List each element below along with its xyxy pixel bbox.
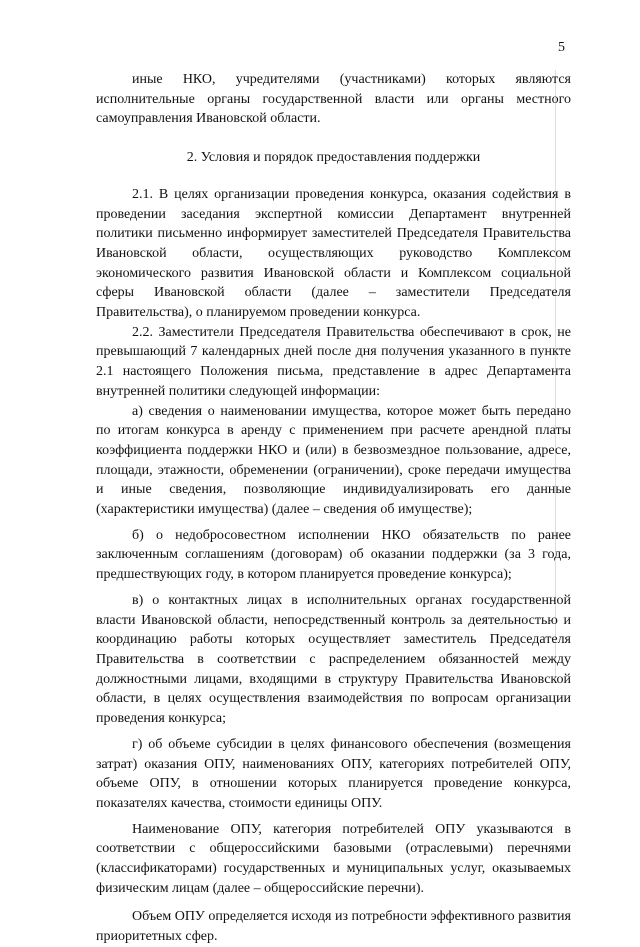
list-item-b: б) о недобросовестном исполнении НКО обязательств по ранее заключенным соглашениям (договорам) об оказании поддержки (за 3 года, предшествующих году, в котором планируется проведение конкурса); [96, 527, 571, 583]
paragraph-2-2: 2.2. Заместители Председателя Правительства обеспечивают в срок, не превышающий 7 календарных дней после дня получения указанного в пункте 2.1 настоящего Положения письма, представление в адрес Департамента внутренней политики следующей информации: [96, 324, 571, 399]
paragraph-opu-name: Наименование ОПУ, категория потребителей ОПУ указываются в соответствии с общероссийскими базовыми (отраслевыми) перечнями (классификаторами) государственных и муниципальных услуг, оказываемых физическим лицам (далее – общероссийские перечни). [96, 821, 571, 896]
paragraph-opu-volume: Объем ОПУ определяется исходя из потребности эффективного развития приоритетных сфер. [96, 909, 571, 945]
list-item-g: г) об объеме субсидии в целях финансового обеспечения (возмещения затрат) оказания ОПУ, наименованиях ОПУ, категориях потребителей ОПУ, объеме ОПУ, в отношении которых планируется проведение конкурса, показателях качества, стоимости единицы ОПУ. [96, 736, 571, 811]
list-item-a: а) сведения о наименовании имущества, которое может быть передано по итогам конкурса в аренду с применением при расчете арендной платы коэффициента поддержки НКО и (или) в безвозмездное пользование, адресе, площади, этажности, обременении (ограничении), сроке передачи имущества и иные сведения, позволяющие индивидуализировать его данные (характеристики имущества) (далее – сведения об имуществе); [96, 403, 571, 518]
document-body [96, 70, 571, 947]
page-number: 5 [558, 40, 565, 55]
paragraph-intro: иные НКО, учредителями (участниками) которых являются исполнительные органы государственной власти или органы местного самоуправления Ивановской области. [96, 72, 571, 127]
paragraph-2-1: 2.1. В целях организации проведения конкурса, оказания содействия в проведении заседания экспертной комиссии Департамент внутренней политики письменно информирует заместителей Председателя Правительства Ивановской области, осуществляющих руководство Комплексом экономического развития Ивановской области и Комплексом социальной сферы Ивановской области (далее – заместители Председателя Правительства), о планируемом проведении конкурса. [96, 186, 571, 321]
section-heading: 2. Условия и порядок предоставления поддержки [186, 150, 481, 166]
list-item-v: в) о контактных лицах в исполнительных органах государственной власти Ивановской области, непосредственный контроль за деятельностью и координацию работы которых осуществляет заместитель Председателя Правительства в соответствии с распределением обязанностей между должностными лицами, входящими в структуру Правительства Ивановской области, в целях осуществления взаимодействия по вопросам организации проведения конкурса; [96, 592, 571, 727]
